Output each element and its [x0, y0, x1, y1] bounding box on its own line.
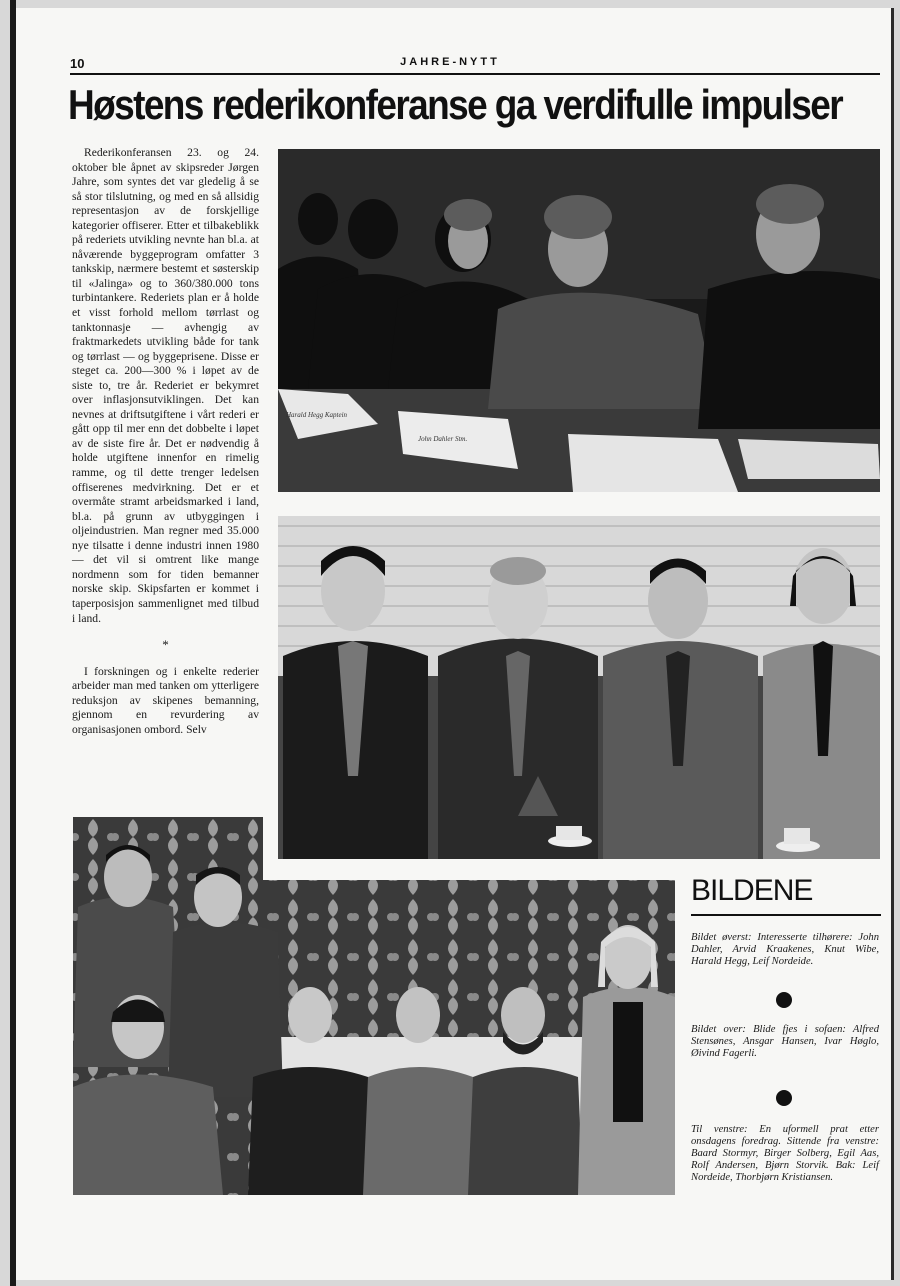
informal-group-image [73, 817, 675, 1195]
photo-sofa-group [278, 516, 880, 859]
sofa-group-image [278, 516, 880, 859]
name-card-1: Harald Hegg Kaptein [286, 411, 348, 419]
article-paragraph-1: Rederikonferansen 23. og 24. oktober ble åpnet av skipsreder Jørgen Jahre, som syntes det var gledelig å se så stor tilslutning, og med en så allsidig representasjon av de forskjellige kategorier offiserer. Etter et tilbakeblikk på rederiets utvikling nevnte han bl.a. at nåværende byggeprogram omfatter 3 tankskip, nærmere bestemt et søsterskip til «Jalinga» og to 360/380.000 tons turbintankere. Rederiets plan er å holde et visst forhold mellom tørrlast og tanktonnasje — avhengig av fraktmarkedets utvikling både for tank og tørrlast — og byggeprisene. Disse er steget ca. 200—300 % i løpet av de siste to, tre år. Rederiet er bekymret over inflasjonsutviklingen. Det kan nevnes at driftsutgiftene i vårt rederi er gått opp til mer enn det dobbelte i løpet av de siste fire år. Det er nødvendig å holde utgiftene innenfor en rimelig ramme, og til dette trenger ledelsen offiserenes medvirkning. Det er et overmåte stramt arbeidsmarked i land, bl.a. på grunn av utbyggingen i oljeindustrien. Man regner med 35.000 nye tilsatte i denne industri innen 1980 — det vil si omtrent like mange nordmenn som for tiden bemanner norske skip. Skipsfarten er kommet i taperposisjon sammenlignet med tilbud i land. [72, 146, 259, 625]
article-paragraph-2: I forskningen og i enkelte rederier arbeider man med tanken om ytterligere reduksjon av skipenes bemanning, gjennom en revurdering av organisasjonen ombord. Selv [72, 664, 259, 736]
section-separator: * [162, 637, 169, 653]
header-rule [70, 73, 880, 75]
captions-title-rule [691, 914, 881, 916]
photo-informal-group [73, 817, 675, 1195]
article-headline: Høstens rederikonferanse ga verdifulle impulser [68, 82, 843, 128]
caption-top-photo: Bildet øverst: Interesserte tilhørere: John Dahler, Arvid Kraakenes, Knut Wibe, Harald Hegg, Leif Nordeide. [691, 932, 879, 968]
article-body [72, 146, 259, 737]
bullet-dot-icon [776, 1090, 792, 1106]
conference-audience-image [278, 149, 880, 492]
caption-left-photo: Til venstre: En uformell prat etter onsdagens foredrag. Sittende fra venstre: Baard Stormyr, Birger Solberg, Egil Aas, Rolf Andersen, Bjørn Storvik. Bak: Leif Nordeide, Thorbjørn Kristiansen. [691, 1124, 879, 1184]
name-card-2: John Dahler Stm. [418, 435, 468, 443]
captions-title: BILDENE [691, 874, 813, 907]
publication-title: JAHRE-NYTT [400, 56, 500, 68]
page-number: 10 [70, 56, 85, 71]
caption-middle-photo: Bildet over: Blide fjes i sofaen: Alfred Stensønes, Ansgar Hansen, Ivar Høglo, Øivind Fagerli. [691, 1024, 879, 1060]
photo-conference-audience [278, 149, 880, 492]
bullet-dot-icon [776, 992, 792, 1008]
